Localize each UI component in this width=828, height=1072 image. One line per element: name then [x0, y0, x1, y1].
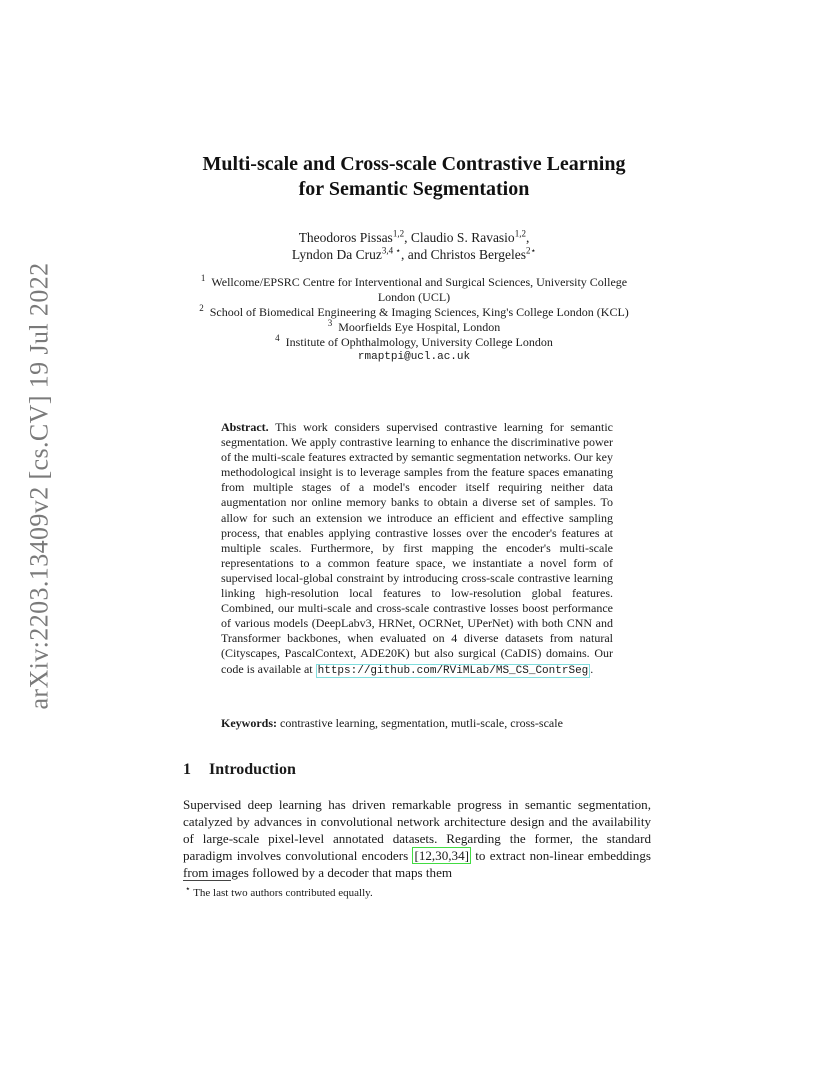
abstract-body: This work considers supervised contrastive learning for semantic segmentation. We apply contrastive learning to enhance the discriminative power of the multi-scale features extracted by semantic segmentation networks. Our key methodological insight is to leverage samples from the feature spaces emanating from multiple stages of a model's encoder itself requiring neither data augmentation nor online memory banks to obtain a diverse set of samples. To allow for such an extension we introduce an efficient and effective sampling process, that enables applying contrastive losses over the encoder's features at multiple scales. Furthermore, by first mapping the encoder's multi-scale representations to a common feature space, we instantiate a novel form of supervised local-global constraint by introducing cross-scale contrastive learning linking high-resolution local features to low-resolution global features. Combined, our multi-scale and cross-scale contrastive losses boost performance of various models (DeepLabv3, HRNet, OCRNet, UPerNet) with both CNN and Transformer backbones, when evaluated on 4 diverse datasets from natural (Cityscapes, PascalContext, ADE20K) but also surgical (CaDIS) domains. Our code is available at	[221, 420, 613, 676]
author-affil-mark: 2⋆	[526, 245, 537, 256]
author-affil-mark: 1,2	[514, 228, 526, 239]
paper-title	[150, 152, 678, 202]
author-name: Christos Bergeles	[430, 247, 526, 262]
author-name: Lyndon Da Cruz	[291, 247, 382, 262]
contact-email[interactable]: rmaptpi@ucl.ac.uk	[357, 351, 471, 363]
section-title: Introduction	[209, 761, 296, 778]
footnote	[185, 883, 373, 900]
footnote-mark: ⋆	[185, 883, 191, 894]
citation-link[interactable]: [12,30,34]	[414, 848, 470, 864]
arxiv-sidebar-stamp	[20, 262, 60, 710]
affiliation: $^4$ Institute of Ophthalmology, University College London	[275, 333, 553, 349]
intro-paragraph: Supervised deep learning has driven remarkable progress in semantic segmentation, catalyzed by advances in convolutional network architecture design and the availability of large-scale pixel-level annotated datasets. Regarding the former, the standard paradigm involves convolutional encoders [12,30,34] to extract non-linear embeddings from images followed by a decoder that maps them	[183, 797, 651, 881]
author-list: Theodoros Pissas$^{1,2}$, Claudio S. Ravasio$^{1,2}$, Lyndon Da Cruz$^{3,4 ⋆}$, and Christos Bergeles$^{2⋆}$	[291, 228, 537, 262]
affiliation: $^2$ School of Biomedical Engineering & Imaging Sciences, King's College London (KCL)	[199, 303, 629, 319]
abstract-label: Abstract.	[221, 420, 269, 434]
affiliation: $^3$ Moorfields Eye Hospital, London	[327, 318, 501, 334]
affiliation: $^1$ Wellcome/EPSRC Centre for Interventional and Surgical Sciences, University College London (UCL)	[200, 273, 628, 304]
section-number: 1	[183, 761, 191, 778]
title-line-2: for Semantic Segmentation	[298, 178, 530, 200]
abstract: Abstract. This work considers supervised contrastive learning for semantic segmentation. We apply contrastive learning to enhance the discriminative power of the multi-scale features extracted by semantic segmentation networks. Our key methodological insight is to leverage samples from the feature spaces emanating from multiple stages of a model's encoder itself requiring neither data augmentation nor online memory banks to obtain a diverse set of samples. To allow for such an extension we introduce an efficient and effective sampling process, that enables applying contrastive losses over the encoder's features at multiple scales. Furthermore, by first mapping the encoder's multi-scale representations to a common feature space, we instantiate a novel form of supervised local-global constraint by introducing cross-scale contrastive learning linking high-resolution local features to low-resolution global features. Combined, our multi-scale and cross-scale contrastive losses boost performance of various models (DeepLabv3, HRNet, OCRNet, UPerNet) with both CNN and Transformer backbones, when evaluated on 4 diverse datasets from natural (Cityscapes, PascalContext, ADE20K) but also surgical (CaDIS) domains. Our code is available at https://github.com/RViMLab/MS_CS_ContrSeg .	[221, 420, 613, 677]
footnote-text: The last two authors contributed equally.	[190, 887, 373, 899]
section-heading	[183, 760, 296, 780]
footnote-divider	[183, 880, 231, 881]
arxiv-id: arXiv:2203.13409v2 [cs.CV] 19 Jul 2022	[25, 262, 54, 710]
keywords-label: Keywords:	[221, 716, 277, 730]
keywords	[221, 716, 621, 731]
title-line-1: Multi-scale and Cross-scale Contrastive Learning	[202, 153, 626, 175]
affiliations	[190, 275, 638, 365]
author-name: Claudio S. Ravasio	[410, 230, 515, 245]
code-link[interactable]: https://github.com/RViMLab/MS_CS_ContrSeg	[317, 664, 589, 677]
author-name: Theodoros Pissas	[298, 230, 393, 245]
author-affil-mark: 3,4 ⋆	[381, 245, 401, 256]
keywords-text: contrastive learning, segmentation, mutli-scale, cross-scale	[277, 716, 563, 730]
author-affil-mark: 1,2	[392, 228, 405, 239]
